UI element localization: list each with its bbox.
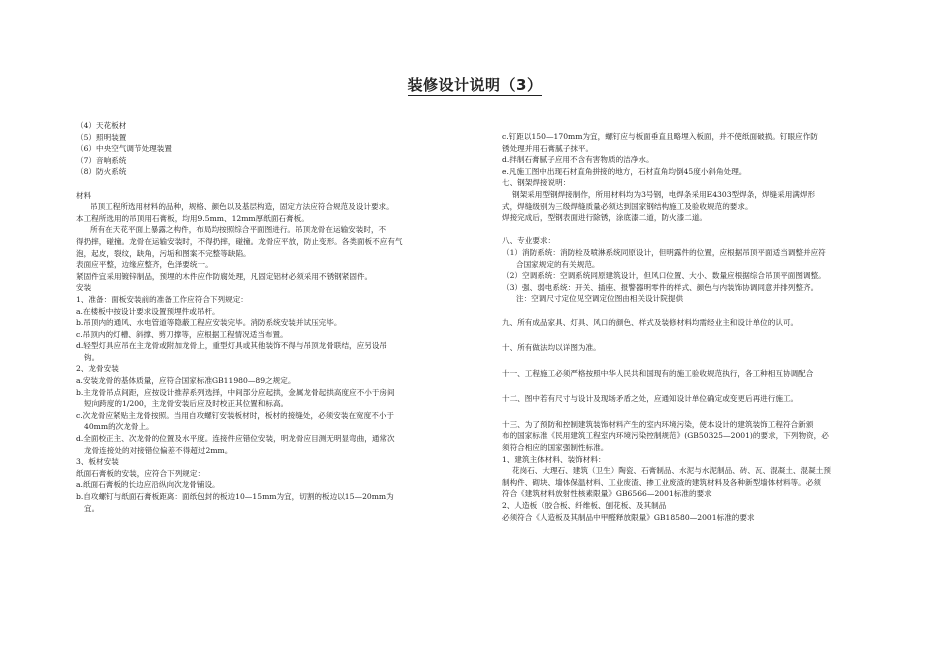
text-line: 制构件、砌块、墙体保温材料、工业废渣、掺工业废渣的建筑材料及各种新型墙体材料等。必须 [502,477,821,487]
text-line: a.安装龙骨的基体质量，应符合国家标准GB11980—89之规定。 [76,376,296,386]
text-line: c.钉距以150—170mm为宜，螺钉应与板面垂直且略埋入板面，并不使纸面破损。钉眼应作防 [502,132,818,141]
text-line: c.吊顶内的灯槽、斜撑、剪刀撑等，应根据工程情况适当布置。 [76,329,288,339]
section-heading: 十、所有做法均以详图为准。 [502,343,601,353]
text-line: d.全面校正主、次龙骨的位置及水平度。连接件应错位安装，明龙骨应目测无明显弯曲，通常次 [76,434,395,444]
section-heading: 十一、工程施工必须严格按照中华人民共和国现有的施工验收规范执行，各工种相互协调配合 [502,368,814,378]
section-heading: 3、板材安装 [76,457,119,467]
section-heading: 八、专业要求： [502,236,556,246]
text-line: 钢架采用型钢焊接制作，所用材料均为3号钢，电焊条采用E4303型焊条，焊缝采用满焊形 [512,189,816,199]
text-line: 宜。 [84,503,100,513]
section-heading: 九、所有成品家具、灯具、风口的颜色、样式及装修材料均需经业主和设计单位的认可。 [502,317,799,327]
section-heading: 十三、为了预防和控制建筑装饰材料产生的室内环境污染，使本设计的建筑装饰工程符合新颁 [502,419,814,429]
text-line: （2）空调系统：空调系统同原建筑设计，但风口位置、大小、数量应根据综合吊顶平面图调整。 [502,271,826,281]
spacer [502,328,898,342]
text-line: c.次龙骨应紧贴主龙骨按照。当用自攻螺钉安装板材时，板材的接缝处，必须安装在宽度不小于 [76,410,395,420]
text-line: d.轻型灯具应吊在主龙骨或附加龙骨上，重型灯具或其他装饰不得与吊顶龙骨联结，应另设吊 [76,341,388,351]
text-line: （5）照明装置 [76,132,127,142]
text-line: 龙骨连接处的对接错位偏差不得超过2mm。 [84,445,233,455]
spacer [76,178,448,190]
text-line: （6）中央空气调节处理装置 [76,144,172,154]
spacer [502,354,898,368]
text-line: 1、准备：面板安装前的准备工作应符合下列规定： [76,294,248,304]
text-line: 必须符合《人造板及其制品中甲醛释放限量》GB18580—2001标准的要求 [502,512,755,522]
text-line: 40mm的次龙骨上。 [84,422,154,432]
section-heading: 2、龙骨安装 [76,364,119,374]
text-line: 花岗石、大理石、建筑（卫生）陶瓷、石膏制品、水泥与水泥制品、砖、瓦、混凝土、混凝土预 [512,466,831,476]
section-heading: 材料 [76,190,92,200]
text-line: d.拌制石膏腻子应用不含有害物质的洁净水。 [502,155,654,165]
document-title: 装修设计说明（3） [407,76,543,94]
right-column [502,131,898,523]
text-line: b.主龙骨吊点间距，应按设计推荐系列选择，中间部分应起拱，金属龙骨起拱高度应不小于房间 [76,387,395,397]
text-line: （1）消防系统：消防栓及喷淋系统同原设计，但明露件的位置，应根据吊顶平面适当调整并应符 [502,247,826,257]
text-line: e.凡施工图中出现石材直角拼接的地方，石材直角均倒45度小斜角处理。 [502,166,747,176]
text-line: 纸面石膏板的安装，应符合下列规定： [76,468,206,478]
text-line: 本工程所选用的吊顶用石膏板，均用9.5mm、12mm厚纸面石膏板。 [76,213,309,223]
text-line: b.自攻螺钉与纸面石膏板距离：面纸包封的板边10—15mm为宜，切割的板边以15—20mm为 [76,492,394,501]
text-line: a.在楼板中按设计要求设置预埋件或吊杆。 [76,306,220,316]
section-heading: 十二、图中若有尺寸与设计及现场矛盾之处，应通知设计单位确定或变更后再进行施工。 [502,394,799,404]
left-column [76,120,448,514]
text-line: （7）音响系统 [76,155,127,165]
spacer [502,379,898,393]
text-line: （4）天花板材 [76,121,127,130]
text-line: a.纸面石膏板的长边应沿纵向次龙骨铺设。 [76,480,220,490]
text-line: （8）防火系统 [76,167,127,177]
spacer [502,305,898,317]
text-line: 钩。 [84,352,100,362]
text-line: 式，焊缝级别为三级焊缝质量必须达到国家钢结构施工及验收规范的要求。 [502,201,753,211]
text-line: 锈处理并用石膏腻子抹平。 [502,143,594,153]
text-line: 短向跨度的1/200，主龙骨安装后应及时校正其位置和标高。 [84,399,289,409]
text-line: 符合《建筑材料放射性核素限量》GB6566—2001标准的要求 [502,489,712,499]
section-heading: 安装 [76,283,92,293]
text-line: 1、建筑主体材料、装饰材料： [502,454,606,464]
spacer [502,224,898,236]
text-line: 所有在天花平面上暴露之构件，布局均按照综合平面图进行。吊顶龙骨在运输安装时，不 [90,225,387,235]
section-heading: 七、钢架焊接说明： [502,178,571,188]
text-line: b.吊顶内的通风、水电管道等隐蔽工程应安装完毕。消防系统安装并试压完毕。 [76,318,342,328]
text-line: 布的国家标准《民用建筑工程室内环境污染控制规范》(GB50325—2001)的要求，下列物资，必 [502,431,829,441]
text-line: 表面应平整，边缘应整齐，色泽要统一。 [76,260,213,270]
text-line: 紧固件宜采用镀锌制品，预埋的木件应作防腐处理，凡固定铝材必须采用不锈钢紧固件。 [76,271,373,281]
text-line: 焊接完成后，型钢表面进行除锈，涂底漆二道，防火漆二道。 [502,213,708,223]
text-line: 得扔摔，碰撞。龙骨在运输安装时，不得扔摔，碰撞。龙骨应平放，防止变形。各类面板不应有气 [76,236,403,246]
text-line: 须符合相应的国家强制性标准。 [502,443,609,453]
text-line: （3）强、弱电系统：开关、插座、报警器明零件的样式、颜色与内装饰协调同意并排列整齐。 [502,282,819,292]
text-line: 泡，起皮，裂纹，缺角，污垢和图案不完整等缺陷。 [76,248,251,258]
text-line: 合国家规定的有关规范。 [516,259,600,269]
text-line: 注：空调尺寸定位见空调定位图由相关设计院提供 [516,294,684,304]
spacer [502,405,898,419]
text-line: 2、人造板（胶合板、纤维板、刨花板、及其制品 [502,501,667,511]
text-line: 吊顶工程所选用材料的品种，规格、颜色以及基层构造，固定方法应符合规范及设计要求。 [90,202,394,212]
